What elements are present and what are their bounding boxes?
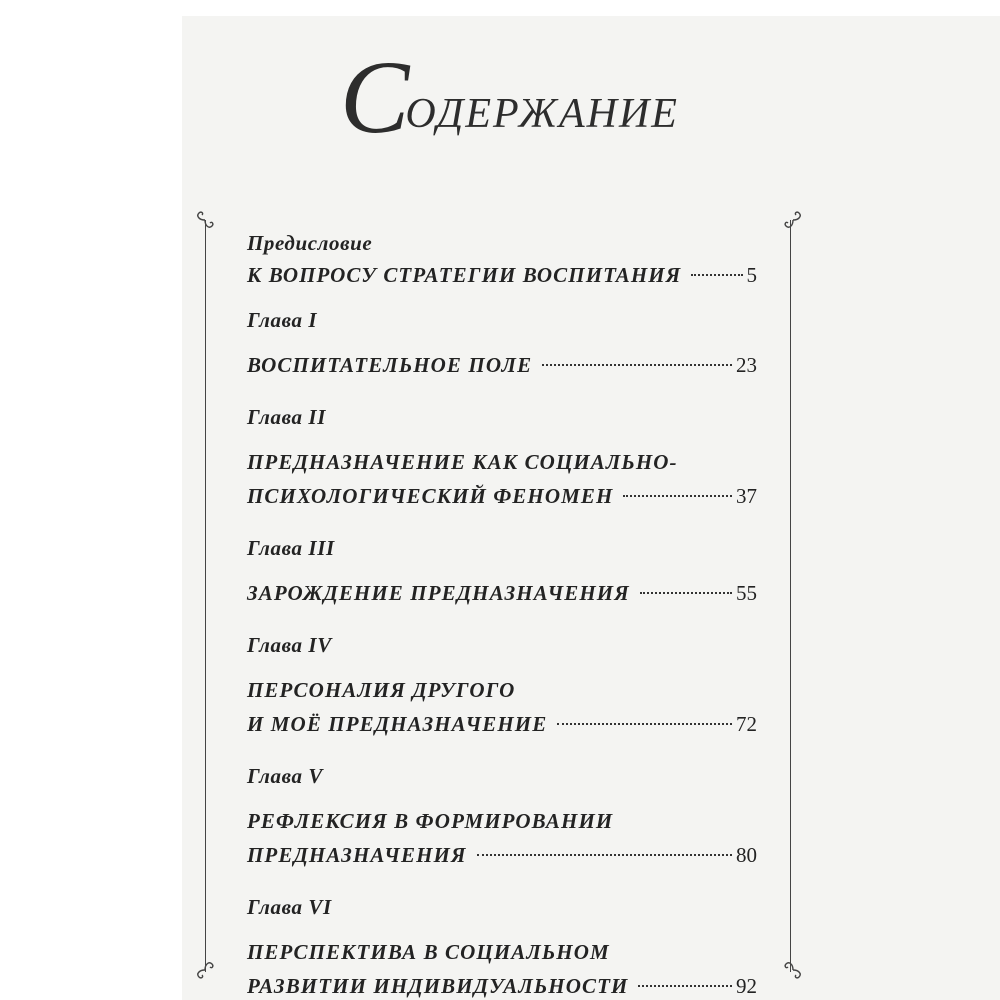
toc-page-number: 5	[746, 263, 757, 287]
toc-entry[interactable]	[247, 258, 757, 292]
toc-entry-title: ВОСПИТАТЕЛЬНОЕ ПОЛЕ	[247, 353, 533, 377]
dot-leader	[640, 592, 732, 594]
toc-chapter-label: Глава VI	[247, 895, 332, 919]
toc-chapter-label: Глава V	[247, 764, 324, 788]
toc-chapter-label: Глава III	[247, 536, 335, 560]
toc-page-number: 72	[736, 712, 757, 736]
toc-entry-title: ЗАРОЖДЕНИЕ ПРЕДНАЗНАЧЕНИЯ	[247, 581, 630, 605]
scroll-flourish-icon	[778, 955, 808, 985]
toc-entry[interactable]	[247, 969, 757, 1000]
page-title	[340, 40, 679, 155]
toc-entry[interactable]	[247, 576, 757, 610]
title-initial: С	[340, 40, 410, 155]
toc-entry[interactable]	[247, 838, 757, 872]
dot-leader	[477, 854, 732, 856]
dot-leader	[691, 274, 742, 276]
dot-leader	[638, 985, 732, 987]
toc-entry-title: ПРЕДНАЗНАЧЕНИЯ	[247, 843, 467, 867]
toc-entry-title[interactable]: ПРЕДНАЗНАЧЕНИЕ КАК СОЦИАЛЬНО-	[247, 450, 678, 474]
toc-chapter-label: Глава II	[247, 405, 326, 429]
toc-chapter-label: Глава IV	[247, 633, 332, 657]
dot-leader	[542, 364, 732, 366]
toc-entry-title: И МОЁ ПРЕДНАЗНАЧЕНИЕ	[247, 712, 548, 736]
toc-entry[interactable]	[247, 348, 757, 382]
toc-entry-title[interactable]: РЕФЛЕКСИЯ В ФОРМИРОВАНИИ	[247, 809, 614, 833]
toc-page-number: 55	[736, 581, 757, 605]
toc-page-number: 80	[736, 843, 757, 867]
toc-chapter-label: Глава I	[247, 308, 318, 332]
toc-entry-title: ПСИХОЛОГИЧЕСКИЙ ФЕНОМЕН	[247, 484, 614, 508]
scroll-flourish-icon	[778, 205, 808, 235]
toc-page-number: 37	[736, 484, 757, 508]
toc-page-number: 23	[736, 353, 757, 377]
title-rest: ОДЕРЖАНИЕ	[405, 91, 679, 137]
dot-leader	[557, 723, 732, 725]
toc-entry-title[interactable]: ПЕРСОНАЛИЯ ДРУГОГО	[247, 678, 516, 702]
toc-page-number: 92	[736, 974, 757, 998]
table-of-contents	[247, 228, 757, 1000]
toc-entry[interactable]	[247, 707, 757, 741]
toc-chapter-label: Предисловие	[247, 231, 373, 255]
dot-leader	[623, 495, 732, 497]
toc-entry-title: РАЗВИТИИ ИНДИВИДУАЛЬНОСТИ	[247, 974, 629, 998]
toc-entry-title: К ВОПРОСУ СТРАТЕГИИ ВОСПИТАНИЯ	[247, 263, 682, 287]
toc-entry-title[interactable]: ПЕРСПЕКТИВА В СОЦИАЛЬНОМ	[247, 940, 610, 964]
scroll-flourish-icon	[190, 955, 220, 985]
toc-entry[interactable]	[247, 479, 757, 513]
scroll-flourish-icon	[190, 205, 220, 235]
